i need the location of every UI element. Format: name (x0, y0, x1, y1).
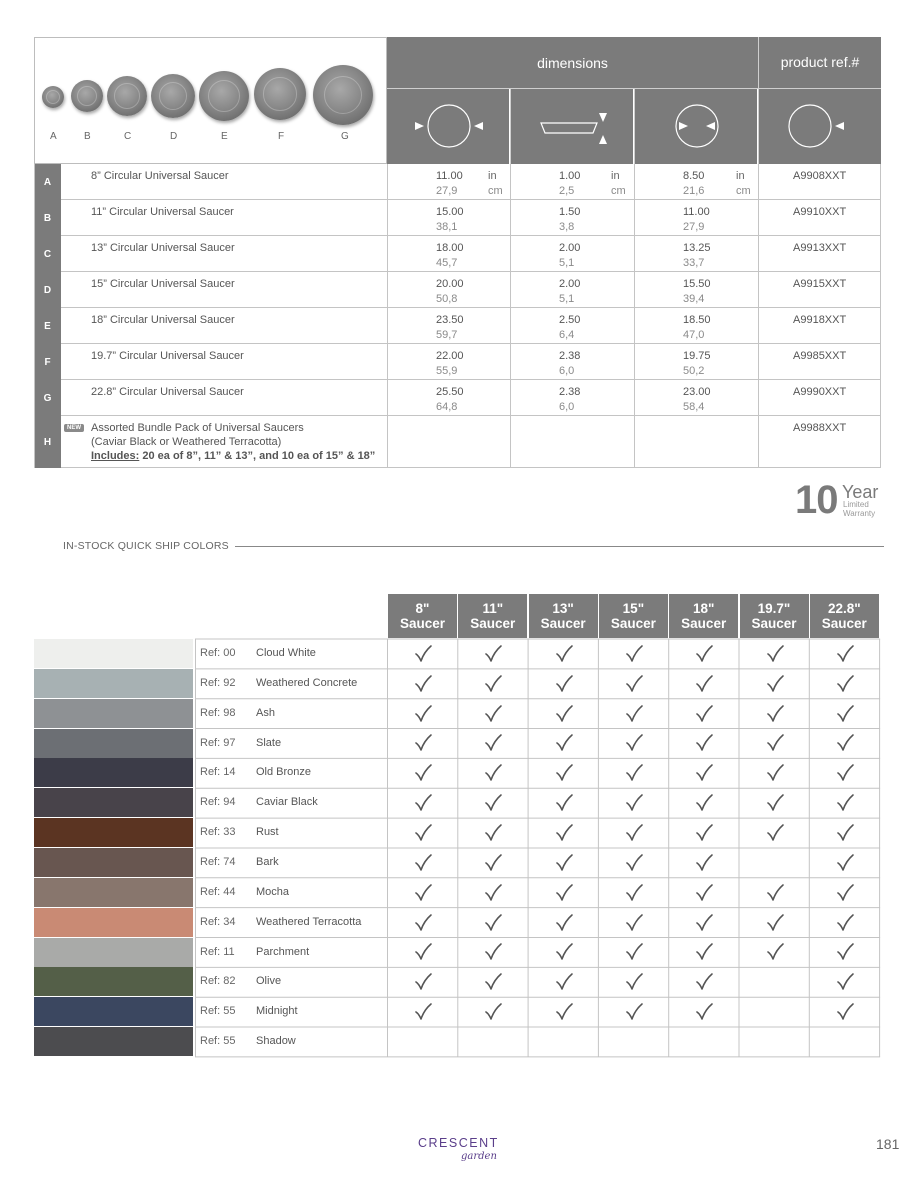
dimension-centimeters: 50,2 (683, 365, 705, 377)
color-swatch (34, 758, 193, 787)
checkmark-icon (765, 942, 785, 962)
saucer-size-header (669, 594, 738, 638)
column-divider (634, 164, 635, 468)
column-divider (387, 164, 388, 468)
checkmark-icon (624, 704, 644, 724)
checkmark-icon (694, 942, 714, 962)
color-swatch (34, 878, 193, 907)
row-letter: D (34, 272, 61, 308)
checkmark-icon (483, 644, 503, 664)
checkmark-icon (413, 733, 433, 753)
product-ref: A9913XXT (793, 242, 847, 254)
color-swatch (34, 908, 193, 937)
color-name: Rust (256, 826, 279, 839)
checkmark-icon (694, 1002, 714, 1022)
checkmark-icon (624, 644, 644, 664)
saucer-size-label: 8" (415, 601, 430, 616)
color-swatch (34, 997, 193, 1026)
color-ref: Ref: 14 (200, 766, 236, 779)
checkmark-icon (413, 793, 433, 813)
header-divider (387, 88, 881, 89)
checkmark-icon (483, 674, 503, 694)
dimension-centimeters: 5,1 (559, 257, 575, 269)
dimension-inches: 2.00 (559, 278, 581, 290)
checkmark-icon (483, 1002, 503, 1022)
checkmark-icon (483, 823, 503, 843)
row-letter: B (34, 200, 61, 236)
color-ref: Ref: 55 (200, 1005, 236, 1018)
dimension-inches: 23.00 (683, 386, 711, 398)
checkmark-icon (624, 883, 644, 903)
dimension-centimeters: 3,8 (559, 221, 575, 233)
brand-logo-script: garden (461, 1151, 497, 1162)
dimension-inches: 20.00 (436, 278, 464, 290)
saucer-size-label: 22.8" (827, 601, 861, 616)
dimension-inches: 23.50 (436, 314, 464, 326)
checkmark-icon (413, 853, 433, 873)
inner-diameter-icon-cell (635, 89, 757, 164)
checkmark-icon (765, 704, 785, 724)
warranty-year-label: Year (842, 482, 879, 502)
dimension-inches: 1.00 (559, 170, 581, 182)
checkmark-icon (765, 823, 785, 843)
checkmark-icon (835, 733, 855, 753)
checkmark-icon (554, 942, 574, 962)
dimension-centimeters: 64,8 (436, 401, 458, 413)
dimension-centimeters: 58,4 (683, 401, 705, 413)
checkmark-icon (835, 823, 855, 843)
product-ref-header: product ref.# (759, 37, 881, 88)
dimension-inches: 15.50 (683, 278, 711, 290)
saucer-size-header (529, 594, 598, 638)
color-swatch (34, 967, 193, 996)
product-name: 22.8” Circular Universal Saucer (91, 386, 244, 398)
dimension-inches: 11.00 (683, 206, 710, 218)
unit-centimeters-label: cm (611, 185, 626, 197)
saucer-size-label: 11" (482, 601, 504, 616)
checkmark-icon (624, 942, 644, 962)
checkmark-icon (413, 913, 433, 933)
checkmark-icon (835, 674, 855, 694)
spec-rows (34, 164, 881, 468)
saucer-a-image (42, 86, 64, 108)
color-name: Weathered Concrete (256, 676, 358, 689)
product-name: 8” Circular Universal Saucer (91, 170, 229, 182)
saucer-word-label: Saucer (681, 616, 727, 631)
color-ref: Ref: 55 (200, 1035, 236, 1048)
dimension-inches: 25.50 (436, 386, 464, 398)
unit-centimeters-label: cm (736, 185, 751, 197)
checkmark-icon (554, 733, 574, 753)
checkmark-icon (694, 823, 714, 843)
checkmark-icon (624, 733, 644, 753)
row-letter: H (34, 416, 61, 468)
checkmark-icon (835, 883, 855, 903)
checkmark-icon (694, 883, 714, 903)
warranty-warranty-label: Warranty (843, 509, 876, 518)
color-ref: Ref: 98 (200, 706, 236, 719)
checkmark-icon (835, 942, 855, 962)
saucer-d-image (151, 74, 195, 118)
dimension-inches: 1.50 (559, 206, 581, 218)
checkmark-icon (554, 674, 574, 694)
color-swatch (34, 848, 193, 877)
color-name: Midnight (256, 1005, 298, 1018)
color-name: Ash (256, 706, 275, 719)
row-letter: C (34, 236, 61, 272)
color-swatch (34, 818, 193, 847)
color-swatch (34, 669, 193, 698)
dimension-centimeters: 45,7 (436, 257, 458, 269)
checkmark-icon (483, 972, 503, 992)
saucer-letter-e: E (221, 131, 228, 142)
color-name: Mocha (256, 885, 290, 898)
colors-section-title: IN-STOCK QUICK SHIP COLORS (63, 540, 229, 552)
checkmark-icon (554, 1002, 574, 1022)
row-letter: F (34, 344, 61, 380)
dimension-centimeters: 6,0 (559, 365, 575, 377)
checkmark-icon (554, 644, 574, 664)
saucer-word-label: Saucer (821, 616, 867, 631)
checkmark-icon (765, 763, 785, 783)
outer-diameter-icon-cell (387, 89, 509, 164)
color-name: Bark (256, 855, 279, 868)
color-ref: Ref: 11 (200, 945, 235, 958)
checkmark-icon (765, 793, 785, 813)
checkmark-icon (483, 793, 503, 813)
checkmark-icon (624, 823, 644, 843)
checkmark-icon (413, 674, 433, 694)
checkmark-icon (483, 853, 503, 873)
color-name: Caviar Black (256, 796, 318, 809)
saucer-size-label: 19.7" (757, 601, 791, 616)
color-name: Cloud White (256, 647, 316, 659)
saucer-g-image (313, 65, 373, 125)
dimension-inches: 15.00 (436, 206, 464, 218)
bundle-variants: (Caviar Black or Weathered Terracotta) (91, 436, 282, 448)
checkmark-icon (835, 793, 855, 813)
color-name: Olive (256, 975, 282, 988)
dimension-centimeters: 50,8 (436, 293, 458, 305)
saucer-letter-g: G (341, 131, 349, 142)
dimension-inches: 2.00 (559, 242, 581, 254)
dimension-inches: 11.00 (436, 170, 463, 182)
saucer-letter-a: A (50, 131, 57, 142)
dimension-centimeters: 59,7 (436, 329, 458, 341)
saucer-word-label: Saucer (610, 616, 656, 631)
checkmark-icon (694, 763, 714, 783)
saucer-size-header (388, 594, 457, 638)
saucer-word-label: Saucer (399, 616, 446, 631)
saucer-word-label: Saucer (470, 616, 516, 631)
checkmark-icon (624, 1002, 644, 1022)
checkmark-icon (835, 763, 855, 783)
saucer-c-image (107, 76, 147, 116)
product-name: 11” Circular Universal Saucer (91, 206, 234, 218)
dimension-inches: 22.00 (436, 350, 464, 362)
checkmark-icon (554, 763, 574, 783)
checkmark-icon (835, 853, 855, 873)
saucer-e-image (199, 71, 249, 121)
dimension-centimeters: 6,4 (559, 329, 575, 341)
product-ref: A9918XXT (793, 314, 847, 326)
product-ref: A9988XXT (793, 422, 847, 434)
color-ref: Ref: 00 (200, 647, 236, 659)
checkmark-icon (483, 733, 503, 753)
color-ref: Ref: 92 (200, 676, 236, 689)
row-letter: E (34, 308, 61, 344)
saucer-size-header (458, 594, 527, 638)
checkmark-icon (413, 823, 433, 843)
color-name: Shadow (256, 1035, 296, 1048)
checkmark-icon (694, 853, 714, 873)
dimension-centimeters: 38,1 (436, 221, 458, 233)
dimension-inches: 2.50 (559, 314, 581, 326)
header-divider (510, 88, 511, 164)
checkmark-icon (483, 704, 503, 724)
color-ref: Ref: 94 (200, 796, 236, 809)
checkmark-icon (554, 823, 574, 843)
dimension-inches: 13.25 (683, 242, 711, 254)
product-name: 18” Circular Universal Saucer (91, 314, 235, 326)
includes-label: Includes: (91, 450, 140, 462)
color-swatch (34, 1027, 193, 1056)
color-swatch (34, 938, 193, 967)
checkmark-icon (835, 644, 855, 664)
saucer-letter-f: F (278, 131, 285, 142)
checkmark-icon (694, 913, 714, 933)
checkmark-icon (554, 793, 574, 813)
product-ref: A9908XXT (793, 170, 847, 182)
dimension-inches: 18.00 (436, 242, 464, 254)
column-divider (510, 164, 511, 468)
section-divider (235, 546, 884, 547)
header-divider (634, 88, 635, 164)
color-name: Parchment (256, 945, 310, 958)
checkmark-icon (624, 674, 644, 694)
dimension-centimeters: 33,7 (683, 257, 705, 269)
dimension-centimeters: 5,1 (559, 293, 575, 305)
unit-inches-label: in (488, 170, 497, 182)
color-name: Weathered Terracotta (256, 915, 362, 928)
checkmark-icon (413, 883, 433, 903)
color-swatch (34, 729, 193, 758)
product-ref: A9990XXT (793, 386, 847, 398)
saucer-outline-icon (759, 89, 881, 164)
row-letter: A (34, 164, 61, 200)
saucer-letter-d: D (170, 131, 178, 142)
checkmark-icon (835, 1002, 855, 1022)
color-ref: Ref: 97 (200, 736, 236, 749)
checkmark-icon (554, 972, 574, 992)
saucer-word-label: Saucer (751, 616, 797, 631)
checkmark-icon (694, 644, 714, 664)
product-ref: A9910XXT (793, 206, 847, 218)
checkmark-icon (413, 704, 433, 724)
dimension-centimeters: 47,0 (683, 329, 705, 341)
product-ref-icon-cell (759, 89, 881, 164)
checkmark-icon (694, 674, 714, 694)
saucer-lineup-image (34, 37, 387, 164)
checkmark-icon (765, 913, 785, 933)
dimension-centimeters: 27,9 (683, 221, 705, 233)
outer-diameter-icon (387, 89, 509, 164)
unit-centimeters-label: cm (488, 185, 503, 197)
dimension-centimeters: 39,4 (683, 293, 705, 305)
color-swatch (34, 639, 193, 668)
product-name: 13” Circular Universal Saucer (91, 242, 235, 254)
color-name: Old Bronze (256, 766, 312, 779)
warranty-limited-label: Limited (843, 500, 869, 509)
checkmark-icon (765, 674, 785, 694)
saucer-size-label: 13" (552, 601, 574, 616)
checkmark-icon (483, 763, 503, 783)
spec-table (34, 37, 881, 468)
saucer-size-header (740, 594, 809, 638)
checkmark-icon (835, 913, 855, 933)
dimension-inches: 18.50 (683, 314, 711, 326)
checkmark-icon (413, 942, 433, 962)
inner-diameter-icon (635, 89, 757, 164)
color-ref: Ref: 33 (200, 826, 236, 839)
checkmark-icon (624, 853, 644, 873)
height-icon-cell (511, 89, 633, 164)
new-badge: NEW (64, 424, 84, 432)
color-ref: Ref: 82 (200, 975, 236, 988)
color-swatch (34, 788, 193, 817)
product-ref: A9915XXT (793, 278, 847, 290)
checkmark-icon (624, 793, 644, 813)
checkmark-icon (694, 972, 714, 992)
checkmark-icon (554, 853, 574, 873)
checkmark-icon (694, 793, 714, 813)
checkmark-icon (413, 763, 433, 783)
checkmark-icon (624, 763, 644, 783)
saucer-size-label: 15" (622, 601, 645, 616)
checkmark-icon (413, 972, 433, 992)
product-name: 19.7” Circular Universal Saucer (91, 350, 244, 362)
saucer-size-header (810, 594, 879, 638)
checkmark-icon (835, 972, 855, 992)
checkmark-icon (765, 883, 785, 903)
saucer-b-image (71, 80, 103, 112)
brand-logo: CRESCENT (418, 1136, 499, 1150)
dimension-inches: 19.75 (683, 350, 711, 362)
checkmark-icon (483, 913, 503, 933)
checkmark-icon (694, 704, 714, 724)
dimension-centimeters: 27,9 (436, 185, 458, 197)
color-name: Slate (256, 736, 282, 749)
bundle-includes (91, 450, 375, 462)
checkmark-icon (483, 883, 503, 903)
color-ref: Ref: 74 (200, 855, 236, 868)
checkmark-icon (413, 1002, 433, 1022)
dimension-centimeters: 55,9 (436, 365, 458, 377)
color-ref: Ref: 34 (200, 915, 236, 928)
saucer-letter-b: B (84, 131, 91, 142)
checkmark-icon (765, 644, 785, 664)
color-swatch (34, 699, 193, 728)
checkmark-icon (554, 883, 574, 903)
checkmark-icon (835, 704, 855, 724)
checkmark-icon (624, 972, 644, 992)
includes-text: 20 ea of 8”, 11” & 13”, and 10 ea of 15” & 18” (142, 450, 376, 462)
checkmark-icon (624, 913, 644, 933)
checkmark-icon (765, 733, 785, 753)
product-name: 15” Circular Universal Saucer (91, 278, 235, 290)
checkmark-icon (554, 913, 574, 933)
unit-inches-label: in (736, 170, 745, 182)
dimension-inches: 2.38 (559, 386, 581, 398)
column-divider (758, 164, 759, 468)
checkmark-icon (694, 733, 714, 753)
color-ref: Ref: 44 (200, 885, 236, 898)
dimension-centimeters: 21,6 (683, 185, 705, 197)
dimension-centimeters: 6,0 (559, 401, 575, 413)
saucer-word-label: Saucer (540, 616, 586, 631)
height-icon (511, 89, 633, 164)
saucer-f-image (254, 68, 306, 120)
saucer-size-label: 18" (692, 601, 715, 616)
header-divider (758, 37, 759, 164)
row-letter: G (34, 380, 61, 416)
checkmark-icon (554, 704, 574, 724)
saucer-letter-c: C (124, 131, 132, 142)
dimension-centimeters: 2,5 (559, 185, 575, 197)
warranty-years-number: 10 (795, 478, 838, 522)
dimension-inches: 2.38 (559, 350, 581, 362)
bundle-title: Assorted Bundle Pack of Universal Saucers (91, 422, 304, 434)
dimensions-header: dimensions (387, 37, 758, 88)
saucer-size-header (599, 594, 668, 638)
product-ref: A9985XXT (793, 350, 847, 362)
dimension-inches: 8.50 (683, 170, 705, 182)
unit-inches-label: in (611, 170, 620, 182)
checkmark-icon (483, 942, 503, 962)
checkmark-icon (413, 644, 433, 664)
page-number: 181 (876, 1136, 900, 1152)
